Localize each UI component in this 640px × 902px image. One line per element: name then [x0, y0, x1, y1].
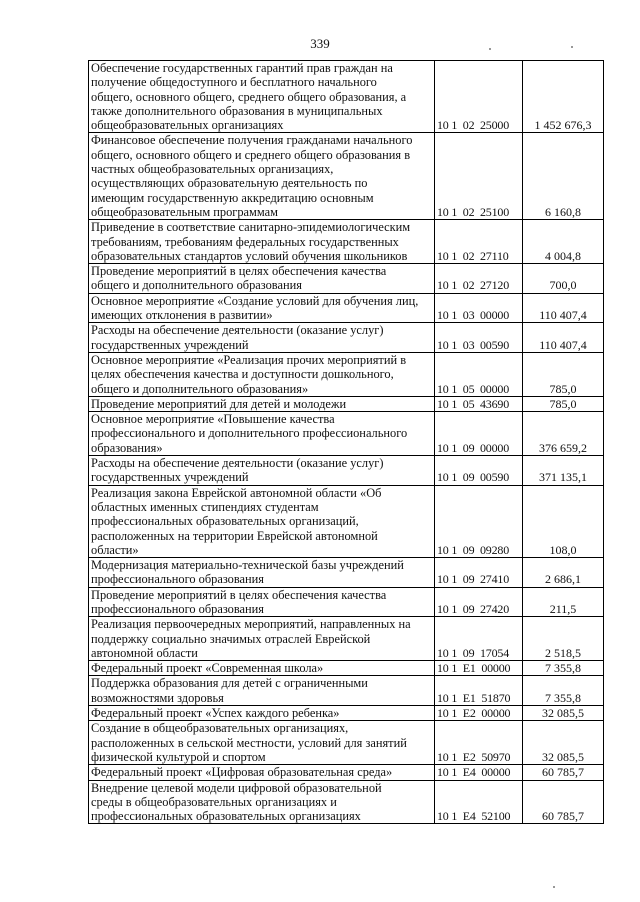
description-line: Основное мероприятие «Создание условий для обучения лиц,	[91, 293, 419, 308]
classification-code: 10 1 09 27410	[435, 558, 523, 588]
scan-speck	[571, 46, 573, 48]
table-row	[89, 676, 604, 706]
row-description	[89, 264, 435, 294]
table-row	[89, 412, 604, 456]
amount-value: 60 785,7	[523, 765, 604, 780]
description-line: Федеральный проект «Современная школа»	[91, 661, 324, 676]
description-line: Создание в общеобразовательных организациях,	[91, 721, 349, 736]
amount-value: 7 355,8	[523, 676, 604, 706]
row-description	[89, 765, 435, 780]
classification-code: 10 1 09 09280	[435, 485, 523, 557]
classification-code: 10 1 E1 00000	[435, 661, 523, 676]
description-line: профессионального образования	[91, 601, 265, 616]
description-line: физической культурой и спортом	[91, 749, 266, 764]
row-description	[89, 220, 435, 264]
description-line: Поддержка образования для детей с ограниченными	[91, 676, 368, 691]
table-row	[89, 352, 604, 396]
description-line: государственных учреждений	[91, 470, 249, 485]
classification-code: 10 1 02 27110	[435, 220, 523, 264]
table-row	[89, 661, 604, 676]
description-line: профессиональных образовательных организациях	[91, 809, 361, 824]
description-line: Приведение в соответствие санитарно-эпидемиологическим	[91, 220, 411, 235]
description-line: профессиональных образовательных организаций,	[91, 514, 359, 529]
row-description	[89, 412, 435, 456]
description-line: имеющим государственную аккредитацию основным	[91, 190, 374, 205]
budget-table	[88, 60, 604, 824]
table-row	[89, 617, 604, 661]
classification-code: 10 1 02 25000	[435, 61, 523, 133]
amount-value: 60 785,7	[523, 780, 604, 824]
amount-value: 4 004,8	[523, 220, 604, 264]
amount-value: 108,0	[523, 485, 604, 557]
description-line: Проведение мероприятий в целях обеспечения качества	[91, 264, 387, 279]
table-row	[89, 706, 604, 721]
classification-code: 10 1 03 00590	[435, 323, 523, 353]
classification-code: 10 1 02 27120	[435, 264, 523, 294]
row-description	[89, 558, 435, 588]
description-line: Проведение мероприятий для детей и молодежи	[91, 396, 347, 411]
amount-value: 2 518,5	[523, 617, 604, 661]
description-line: профессионального образования	[91, 572, 265, 587]
classification-code: 10 1 E4 52100	[435, 780, 523, 824]
classification-code: 10 1 05 00000	[435, 352, 523, 396]
description-line: профессионального и дополнительного профессионального	[91, 426, 408, 441]
description-line: Финансовое обеспечение получения гражданами начального	[91, 133, 413, 148]
description-line: Реализация закона Еврейской автономной области «Об	[91, 485, 382, 500]
table-row	[89, 264, 604, 294]
classification-code: 10 1 09 00590	[435, 456, 523, 486]
description-line: общеобразовательных организациях	[91, 118, 284, 133]
amount-value: 110 407,4	[523, 323, 604, 353]
table-row	[89, 323, 604, 353]
description-line: поддержку социально значимых отраслей Еврейской	[91, 631, 371, 646]
description-line: возможностями здоровья	[91, 690, 224, 705]
row-description	[89, 587, 435, 617]
row-description	[89, 352, 435, 396]
row-description	[89, 485, 435, 557]
table-row	[89, 133, 604, 220]
description-line: общеобразовательным программам	[91, 204, 278, 219]
classification-code: 10 1 E1 51870	[435, 676, 523, 706]
description-line: Проведение мероприятий в целях обеспечения качества	[91, 587, 387, 602]
table-row	[89, 293, 604, 323]
scan-speck	[489, 48, 491, 50]
row-description	[89, 61, 435, 133]
description-line: автономной области	[91, 645, 198, 660]
row-description	[89, 293, 435, 323]
description-line: имеющих отклонения в развитии»	[91, 308, 273, 323]
description-line: образования»	[91, 440, 163, 455]
table-row	[89, 61, 604, 133]
table-row	[89, 587, 604, 617]
description-line: Внедрение целевой модели цифровой образовательной	[91, 780, 382, 795]
description-line: осуществляющих образовательную деятельность по	[91, 176, 368, 191]
amount-value: 32 085,5	[523, 721, 604, 765]
description-line: общего и дополнительного образования»	[91, 381, 309, 396]
description-line: также дополнительного образования в муниципальных	[91, 103, 383, 118]
description-line: государственных учреждений	[91, 337, 249, 352]
description-line: общего, основного общего и среднего общего образования в	[91, 147, 411, 162]
classification-code: 10 1 E2 50970	[435, 721, 523, 765]
row-description	[89, 456, 435, 486]
description-line: расположенных в сельской местности, условий для занятий	[91, 735, 407, 750]
row-description	[89, 706, 435, 721]
classification-code: 10 1 05 43690	[435, 396, 523, 411]
description-line: Федеральный проект «Цифровая образовательная среда»	[91, 765, 393, 780]
amount-value: 7 355,8	[523, 661, 604, 676]
row-description	[89, 661, 435, 676]
description-line: общего, основного общего, среднего общего образования, а	[91, 89, 407, 104]
description-line: расположенных на территории Еврейской автономной	[91, 528, 378, 543]
description-line: Основное мероприятие «Повышение качества	[91, 412, 335, 427]
row-description	[89, 133, 435, 220]
table-row	[89, 765, 604, 780]
classification-code: 10 1 E2 00000	[435, 706, 523, 721]
table-row	[89, 485, 604, 557]
row-description	[89, 396, 435, 411]
row-description	[89, 676, 435, 706]
description-line: Расходы на обеспечение деятельности (оказание услуг)	[91, 323, 384, 338]
description-line: Реализация первоочередных мероприятий, направленных на	[91, 617, 411, 632]
description-line: Основное мероприятие «Реализация прочих мероприятий в	[91, 352, 407, 367]
table-row	[89, 396, 604, 411]
table-row	[89, 721, 604, 765]
description-line: целях обеспечения качества и доступности дошкольного,	[91, 367, 394, 382]
table-row	[89, 456, 604, 486]
amount-value: 32 085,5	[523, 706, 604, 721]
description-line: общего и дополнительного образования	[91, 278, 302, 293]
scan-speck	[553, 886, 555, 888]
amount-value: 1 452 676,3	[523, 61, 604, 133]
description-line: Федеральный проект «Успех каждого ребенка»	[91, 706, 340, 721]
description-line: образовательных стандартов условий обучения школьников	[91, 248, 408, 263]
description-line: области»	[91, 542, 139, 557]
classification-code: 10 1 09 17054	[435, 617, 523, 661]
amount-value: 110 407,4	[523, 293, 604, 323]
classification-code: 10 1 09 00000	[435, 412, 523, 456]
row-description	[89, 323, 435, 353]
row-description	[89, 617, 435, 661]
description-line: получение общедоступного и бесплатного начального	[91, 75, 377, 90]
description-line: Модернизация материально-технической базы учреждений	[91, 558, 404, 573]
classification-code: 10 1 03 00000	[435, 293, 523, 323]
table-row	[89, 780, 604, 824]
row-description	[89, 780, 435, 824]
description-line: частных общеобразовательных организациях,	[91, 162, 334, 177]
amount-value: 6 160,8	[523, 133, 604, 220]
description-line: Обеспечение государственных гарантий прав граждан на	[91, 61, 393, 75]
description-line: требованиям, требованиям федеральных государственных	[91, 234, 399, 249]
row-description	[89, 721, 435, 765]
description-line: областных именных стипендиях студентам	[91, 499, 319, 514]
page-number: 339	[310, 36, 330, 51]
table-row	[89, 558, 604, 588]
description-line: Расходы на обеспечение деятельности (оказание услуг)	[91, 456, 384, 471]
table-row	[89, 220, 604, 264]
amount-value: 376 659,2	[523, 412, 604, 456]
amount-value: 785,0	[523, 352, 604, 396]
classification-code: 10 1 02 25100	[435, 133, 523, 220]
description-line: среды в общеобразовательных организациях и	[91, 794, 337, 809]
amount-value: 211,5	[523, 587, 604, 617]
amount-value: 700,0	[523, 264, 604, 294]
classification-code: 10 1 09 27420	[435, 587, 523, 617]
classification-code: 10 1 E4 00000	[435, 765, 523, 780]
amount-value: 2 686,1	[523, 558, 604, 588]
amount-value: 785,0	[523, 396, 604, 411]
amount-value: 371 135,1	[523, 456, 604, 486]
